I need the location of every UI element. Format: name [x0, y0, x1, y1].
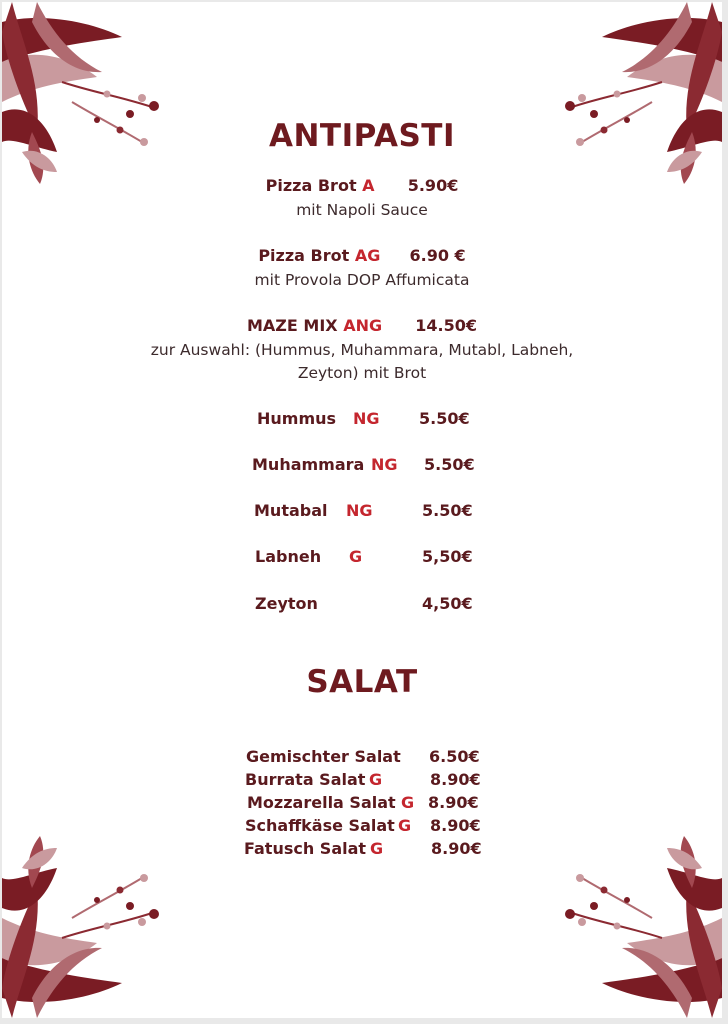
- allergen-tag: G: [401, 793, 415, 812]
- allergen-tag: G: [398, 816, 412, 835]
- allergen-tag: ANG: [343, 316, 383, 335]
- item-price: 8.90€: [431, 839, 482, 858]
- item-price: 5,50€: [422, 547, 473, 566]
- item-price: 5.50€: [419, 409, 470, 428]
- item-price: 14.50€: [415, 316, 477, 335]
- item-name: Mutabal: [254, 501, 328, 520]
- floral-icon: [552, 833, 722, 1018]
- item-description-cont: Zeyton) mit Brot: [297, 364, 427, 382]
- floral-icon: [2, 2, 172, 187]
- menu-item-maze-mix: [2, 316, 722, 335]
- item-price: 5.90€: [407, 176, 459, 195]
- section-title-salat: SALAT: [306, 664, 418, 700]
- item-price: 5.50€: [424, 455, 475, 474]
- menu-page: [2, 2, 722, 1018]
- menu-item-pizza-brot-ag: [2, 246, 722, 265]
- allergen-tag: G: [369, 770, 383, 789]
- item-name: Burrata Salat: [245, 770, 366, 789]
- item-name: Muhammara: [252, 455, 365, 474]
- allergen-tag: A: [362, 176, 375, 195]
- allergen-tag: NG: [353, 409, 380, 428]
- item-price: 8.90€: [430, 816, 481, 835]
- item-name: Hummus: [257, 409, 337, 428]
- item-price: 8.90€: [428, 793, 479, 812]
- floral-ornament-top-left: [2, 2, 172, 187]
- item-description: mit Napoli Sauce: [296, 201, 428, 219]
- item-description: zur Auswahl: (Hummus, Muhammara, Mutabl, Labneh,: [150, 341, 574, 359]
- floral-ornament-bottom-right: [552, 833, 722, 1018]
- item-price: 6.90 €: [409, 246, 466, 265]
- floral-ornament-bottom-left: [2, 833, 172, 1018]
- menu-item-pizza-brot-a: [2, 176, 722, 195]
- item-price: 6.50€: [429, 747, 480, 766]
- item-price: 8.90€: [430, 770, 481, 789]
- item-name: Zeyton: [255, 594, 318, 613]
- allergen-tag: G: [349, 547, 363, 566]
- item-description: mit Provola DOP Affumicata: [254, 271, 470, 289]
- item-name: Pizza Brot: [258, 246, 350, 265]
- item-name: Gemischter Salat: [246, 747, 401, 766]
- allergen-tag: G: [370, 839, 384, 858]
- item-name: Schaffkäse Salat: [245, 816, 395, 835]
- item-name: Fatusch Salat: [244, 839, 367, 858]
- item-price: 4,50€: [422, 594, 473, 613]
- floral-icon: [552, 2, 722, 187]
- floral-icon: [2, 833, 172, 1018]
- item-name: MAZE MIX: [246, 316, 338, 335]
- item-name: Pizza Brot: [265, 176, 357, 195]
- item-name: Mozzarella Salat: [247, 793, 396, 812]
- floral-ornament-top-right: [552, 2, 722, 187]
- item-price: 5.50€: [422, 501, 473, 520]
- section-title-antipasti: ANTIPASTI: [269, 118, 455, 154]
- item-name: Labneh: [255, 547, 322, 566]
- allergen-tag: NG: [346, 501, 373, 520]
- allergen-tag: NG: [371, 455, 398, 474]
- allergen-tag: AG: [354, 246, 381, 265]
